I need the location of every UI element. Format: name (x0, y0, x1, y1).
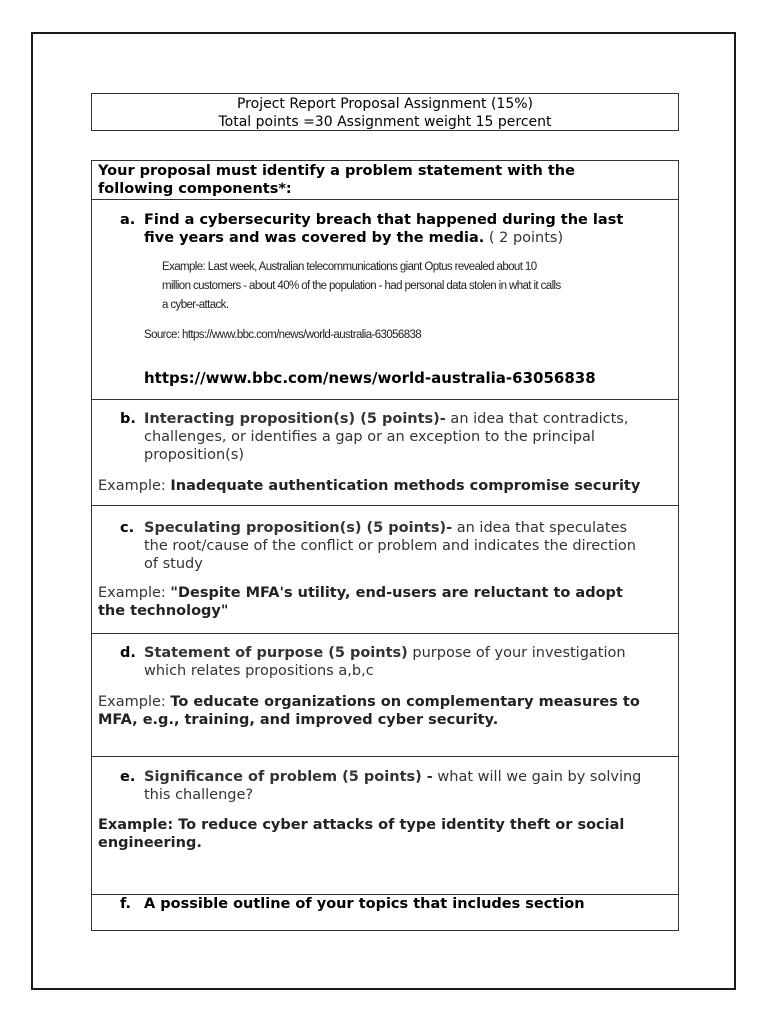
item-b-desc-1: an idea that contradicts, (445, 411, 629, 427)
item-f-heading: A possible outline of your topics that includes section (144, 896, 585, 912)
item-e-example-line-2: engineering. (98, 835, 202, 851)
intro-line-1: Your proposal must identify a problem statement with the (98, 163, 575, 179)
component-row-b (92, 399, 678, 505)
title-line-1: Project Report Proposal Assignment (15%) (236, 96, 533, 112)
component-row-f (92, 894, 678, 930)
item-c-desc-1: an idea that speculates (452, 520, 628, 536)
item-a-example-line-3: a cyber-attack. (162, 299, 229, 311)
item-e-example-line-1: Example: To reduce cyber attacks of type identity theft or social (98, 817, 625, 833)
item-c-heading: Speculating proposition(s) (5 points)- (144, 520, 453, 536)
item-marker: c. (120, 520, 135, 536)
component-row-d (92, 633, 678, 756)
item-marker: f. (120, 896, 132, 912)
item-c-example-line-2: the technology" (98, 603, 229, 619)
item-b-example-label: Example: (98, 478, 171, 494)
item-marker: a. (120, 212, 136, 228)
item-b-line-1 (144, 410, 628, 428)
item-marker: e. (120, 769, 136, 785)
item-a-example-line-2: million customers - about 40% of the population - had personal data stolen in what it calls (162, 280, 561, 292)
item-b-heading: Interacting proposition(s) (5 points)- (144, 411, 446, 427)
item-d-example-label: Example: (98, 694, 171, 710)
component-row-a (92, 199, 678, 399)
item-c-line-1 (144, 519, 627, 537)
intro-row (92, 161, 678, 199)
item-c-example-label: Example: (98, 585, 171, 601)
item-a-heading-line-2 (144, 229, 563, 247)
title-box (91, 93, 679, 131)
item-a-source: Source: https://www.bbc.com/news/world-australia-63056838 (144, 329, 422, 341)
item-b-example-text: Inadequate authentication methods compromise security (170, 478, 641, 494)
item-c-example-text-1: "Despite MFA's utility, end-users are reluctant to adopt (170, 585, 623, 601)
component-row-e (92, 756, 678, 894)
item-marker: d. (120, 645, 136, 661)
item-a-points: ( 2 points) (484, 230, 564, 246)
item-b-example (98, 477, 640, 495)
item-e-desc-2: this challenge? (144, 787, 254, 803)
item-a-heading-line-1: Find a cybersecurity breach that happened during the last (144, 212, 624, 228)
item-marker: b. (120, 411, 136, 427)
item-e-heading: Significance of problem (5 points) - (144, 769, 433, 785)
item-d-desc-2: which relates propositions a,b,c (144, 663, 374, 679)
component-row-c (92, 505, 678, 633)
item-c-desc-3: of study (144, 556, 203, 572)
item-d-line-1 (144, 644, 626, 662)
item-a-url[interactable]: https://www.bbc.com/news/world-australia-63056838 (144, 369, 596, 387)
item-d-example-line-2: MFA, e.g., training, and improved cyber security. (98, 712, 499, 728)
item-d-heading: Statement of purpose (5 points) (144, 645, 408, 661)
item-d-desc-1: purpose of your investigation (407, 645, 626, 661)
item-b-desc-2: challenges, or identifies a gap or an exception to the principal (144, 429, 595, 445)
item-c-desc-2: the root/cause of the conflict or problem and indicates the direction (144, 538, 636, 554)
title-line-2: Total points =30 Assignment weight 15 percent (218, 114, 552, 130)
item-d-example-text-1: To educate organizations on complementary measures to (170, 694, 640, 710)
components-table (91, 160, 679, 931)
item-e-line-1 (144, 768, 641, 786)
item-c-example-line-1 (98, 584, 623, 602)
item-a-example-line-1: Example: Last week, Australian telecommunications giant Optus revealed about 10 (162, 261, 537, 273)
item-b-desc-3: proposition(s) (144, 447, 245, 463)
item-a-heading-bold: five years and was covered by the media. (144, 230, 485, 246)
intro-line-2: following components*: (98, 181, 292, 197)
item-e-desc-1: what will we gain by solving (432, 769, 642, 785)
item-d-example-line-1 (98, 693, 640, 711)
